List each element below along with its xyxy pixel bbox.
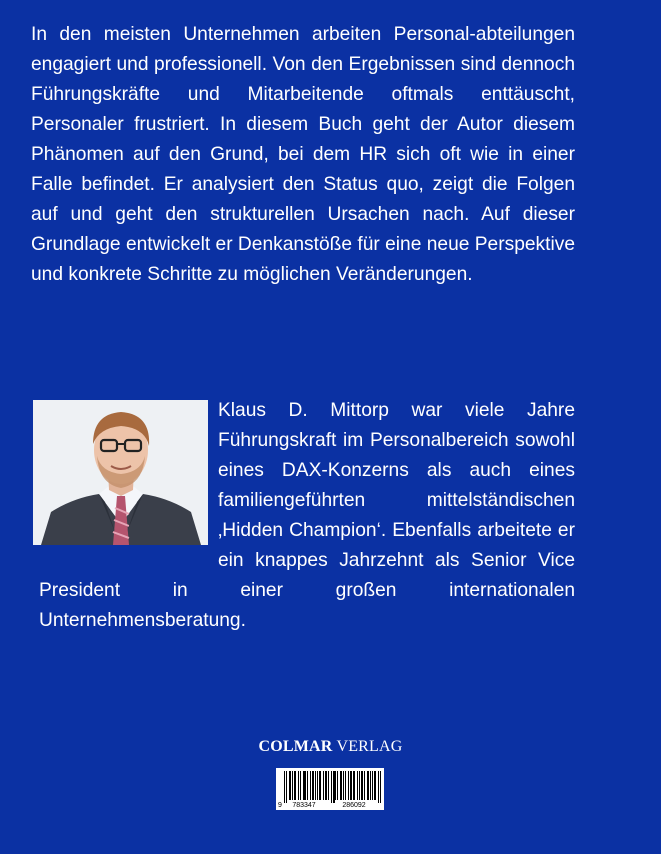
author-section <box>33 396 575 636</box>
barcode-bar <box>328 771 329 800</box>
barcode-bar <box>323 771 324 800</box>
author-portrait-image <box>33 400 208 545</box>
barcode-bar <box>294 771 295 800</box>
barcode-group-left: 783347 <box>292 802 316 809</box>
barcode-bar <box>304 771 305 800</box>
barcode-bar <box>375 771 376 800</box>
publisher-logo <box>0 738 661 756</box>
barcode-bar <box>353 771 354 800</box>
barcode-bar <box>380 771 381 803</box>
barcode-bar <box>337 771 338 800</box>
barcode-bar <box>348 771 349 800</box>
author-photo <box>33 400 208 545</box>
barcode-bar <box>351 771 352 800</box>
barcode-bar <box>320 771 321 800</box>
barcode-bar <box>359 771 360 800</box>
barcode-bar <box>357 771 358 800</box>
barcode-bar <box>315 771 316 800</box>
barcode-bar <box>312 771 313 800</box>
barcode-bar <box>319 771 320 800</box>
barcode-bar <box>350 771 351 800</box>
barcode-bar <box>300 771 301 800</box>
publisher-name-bold: COLMAR <box>258 738 333 755</box>
barcode-group-right: 286092 <box>342 802 366 809</box>
barcode-bar <box>286 771 287 803</box>
barcode-bar <box>343 771 344 800</box>
barcode-bar <box>364 771 365 800</box>
barcode-bar <box>374 771 375 800</box>
barcode-bar <box>295 771 296 800</box>
barcode-bar <box>362 771 363 800</box>
barcode-bar <box>292 771 293 800</box>
barcode-bar <box>345 771 346 800</box>
author-bio: Klaus D. Mittorp war viele Jahre Führungskraft im Personalbereich sowohl eines DAX-Konzerns als auch eines familiengeführten mittelständischen ‚Hidden Champion‘. Ebenfalls arbeitete er ein knappes Jahrzehnt als Senior Vice President in einer großen internationalen Unternehmensberatung. <box>39 400 575 631</box>
barcode-bar <box>378 771 379 803</box>
barcode-graphic <box>276 768 384 810</box>
barcode-bar <box>372 771 373 800</box>
barcode-bar <box>305 771 306 800</box>
barcode-bar <box>325 771 326 800</box>
barcode-bar <box>340 771 341 800</box>
publisher-name-regular: VERLAG <box>336 738 403 755</box>
barcode-bar <box>367 771 368 800</box>
barcode-bar <box>335 771 336 800</box>
barcode-bar <box>298 771 299 800</box>
barcode-bar <box>334 771 335 803</box>
barcode-bar <box>361 771 362 800</box>
barcode-bar <box>368 771 369 800</box>
barcode-digit-first: 9 <box>278 802 282 809</box>
isbn-barcode <box>276 768 384 810</box>
barcode-bar <box>326 771 327 800</box>
barcode-bar <box>313 771 314 800</box>
barcode-bar <box>290 771 291 800</box>
barcode-bar <box>303 771 304 800</box>
barcode-bars <box>284 771 381 803</box>
barcode-bar <box>333 771 334 803</box>
barcode-bar <box>370 771 371 800</box>
barcode-bar <box>310 771 311 800</box>
barcode-bar <box>307 771 308 800</box>
book-blurb: In den meisten Unternehmen arbeiten Personal-abteilungen engagiert und professionell. Von den Ergebnissen sind dennoch Führungskräfte und Mitarbeitende oftmals enttäuscht, Personaler frustriert. In diesem Buch geht der Autor diesem Phänomen auf den Grund, bei dem HR sich oft wie in einer Falle befindet. Er analysiert den Status quo, zeigt die Folgen auf und geht den strukturellen Ursachen nach. Auf dieser Grundlage entwickelt er Denkanstöße für eine neue Perspektive und konkrete Schritte zu möglichen Veränderungen. <box>31 24 575 285</box>
barcode-bar <box>317 771 318 800</box>
barcode-bar <box>341 771 342 800</box>
barcode-bar <box>289 771 290 800</box>
barcode-bar <box>354 771 355 800</box>
barcode-bar <box>331 771 332 803</box>
barcode-bar <box>284 771 285 803</box>
